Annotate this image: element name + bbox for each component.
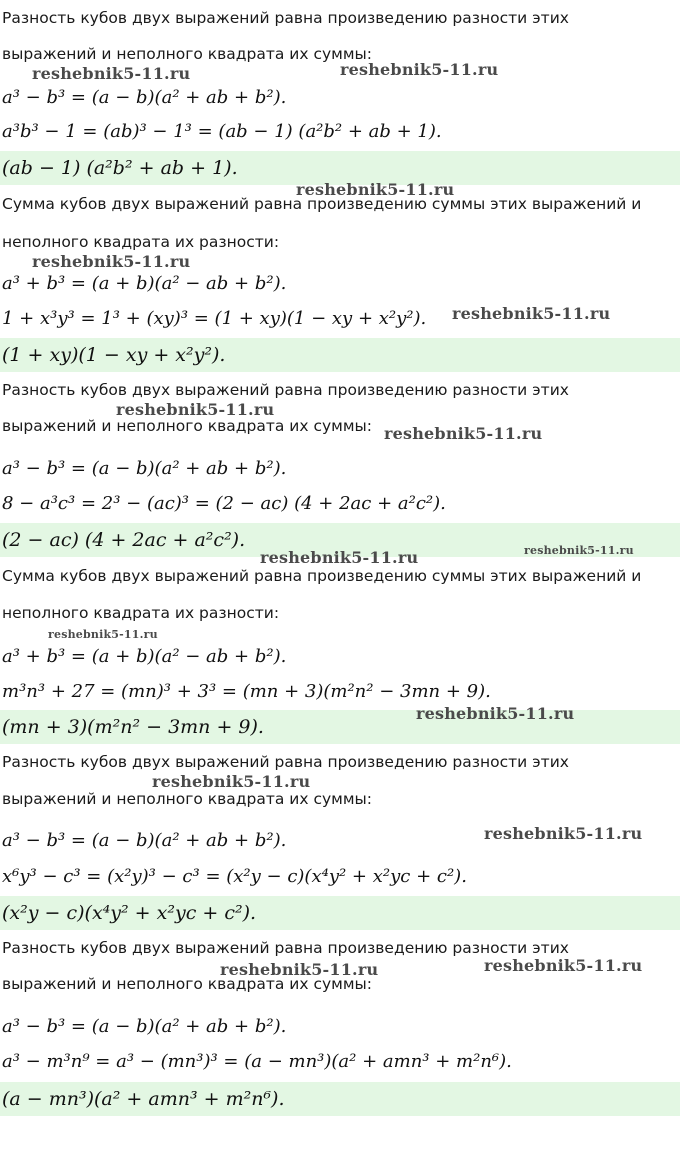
rule-text-line-1: Сумма кубов двух выражений равна произведению суммы этих выражений и — [2, 195, 642, 213]
general-formula: a³ − b³ = (a − b)(a² + ab + b²). — [2, 458, 287, 479]
rule-text-line-1: Разность кубов двух выражений равна произведению разности этих — [2, 753, 569, 771]
general-formula: a³ + b³ = (a + b)(a² − ab + b²). — [2, 273, 287, 294]
watermark: reshebnik5-11.ru — [340, 60, 499, 79]
rule-text-line-1: Разность кубов двух выражений равна произведению разности этих — [2, 381, 569, 399]
answer-text: (x²y − c)(x⁴y² + x²yc + c²). — [2, 902, 257, 924]
watermark: reshebnik5-11.ru — [48, 628, 158, 641]
watermark: reshebnik5-11.ru — [260, 548, 419, 567]
rule-text-line-2: выражений и неполного квадрата их суммы: — [2, 790, 373, 808]
working-step: x⁶y³ − c³ = (x²y)³ − c³ = (x²y − c)(x⁴y² + x²yc + c²). — [2, 866, 467, 887]
rule-text-line-2: неполного квадрата их разности: — [2, 604, 280, 622]
rule-text-line-1: Разность кубов двух выражений равна произведению разности этих — [2, 9, 569, 27]
answer-highlight — [0, 896, 680, 930]
watermark: reshebnik5-11.ru — [32, 252, 191, 271]
watermark: reshebnik5-11.ru — [484, 824, 643, 843]
watermark: reshebnik5-11.ru — [384, 424, 543, 443]
watermark: reshebnik5-11.ru — [152, 772, 311, 791]
working-step: 8 − a³c³ = 2³ − (ac)³ = (2 − ac) (4 + 2ac + a²c²). — [2, 493, 446, 514]
rule-text-line-1: Разность кубов двух выражений равна произведению разности этих — [2, 939, 569, 957]
watermark: reshebnik5-11.ru — [32, 64, 191, 83]
answer-text: (1 + xy)(1 − xy + x²y²). — [2, 344, 226, 366]
answer-highlight — [0, 338, 680, 372]
answer-text: (ab − 1) (a²b² + ab + 1). — [2, 157, 238, 179]
answer-highlight — [0, 1082, 680, 1116]
rule-text-line-2: выражений и неполного квадрата их суммы: — [2, 45, 373, 63]
working-step: m³n³ + 27 = (mn)³ + 3³ = (mn + 3)(m²n² − 3mn + 9). — [2, 681, 491, 702]
watermark: reshebnik5-11.ru — [116, 400, 275, 419]
general-formula: a³ − b³ = (a − b)(a² + ab + b²). — [2, 830, 287, 851]
working-step: 1 + x³y³ = 1³ + (xy)³ = (1 + xy)(1 − xy + x²y²). — [2, 308, 427, 329]
working-step: a³b³ − 1 = (ab)³ − 1³ = (ab − 1) (a²b² + ab + 1). — [2, 121, 442, 142]
watermark: reshebnik5-11.ru — [220, 960, 379, 979]
answer-text: (mn + 3)(m²n² − 3mn + 9). — [2, 716, 264, 738]
answer-highlight — [0, 710, 680, 744]
watermark: reshebnik5-11.ru — [416, 704, 575, 723]
watermark: reshebnik5-11.ru — [452, 304, 611, 323]
watermark: reshebnik5-11.ru — [484, 956, 643, 975]
rule-text-line-2: выражений и неполного квадрата их суммы: — [2, 975, 373, 993]
general-formula: a³ + b³ = (a + b)(a² − ab + b²). — [2, 646, 287, 667]
rule-text-line-2: неполного квадрата их разности: — [2, 233, 280, 251]
general-formula: a³ − b³ = (a − b)(a² + ab + b²). — [2, 1016, 287, 1037]
general-formula: a³ − b³ = (a − b)(a² + ab + b²). — [2, 87, 287, 108]
answer-text: (a − mn³)(a² + amn³ + m²n⁶). — [2, 1088, 285, 1110]
watermark: reshebnik5-11.ru — [296, 180, 455, 199]
rule-text-line-1: Сумма кубов двух выражений равна произведению суммы этих выражений и — [2, 567, 642, 585]
working-step: a³ − m³n⁹ = a³ − (mn³)³ = (a − mn³)(a² + amn³ + m²n⁶). — [2, 1051, 512, 1072]
answer-text: (2 − ac) (4 + 2ac + a²c²). — [2, 529, 246, 551]
rule-text-line-2: выражений и неполного квадрата их суммы: — [2, 417, 373, 435]
watermark: reshebnik5-11.ru — [524, 544, 634, 557]
